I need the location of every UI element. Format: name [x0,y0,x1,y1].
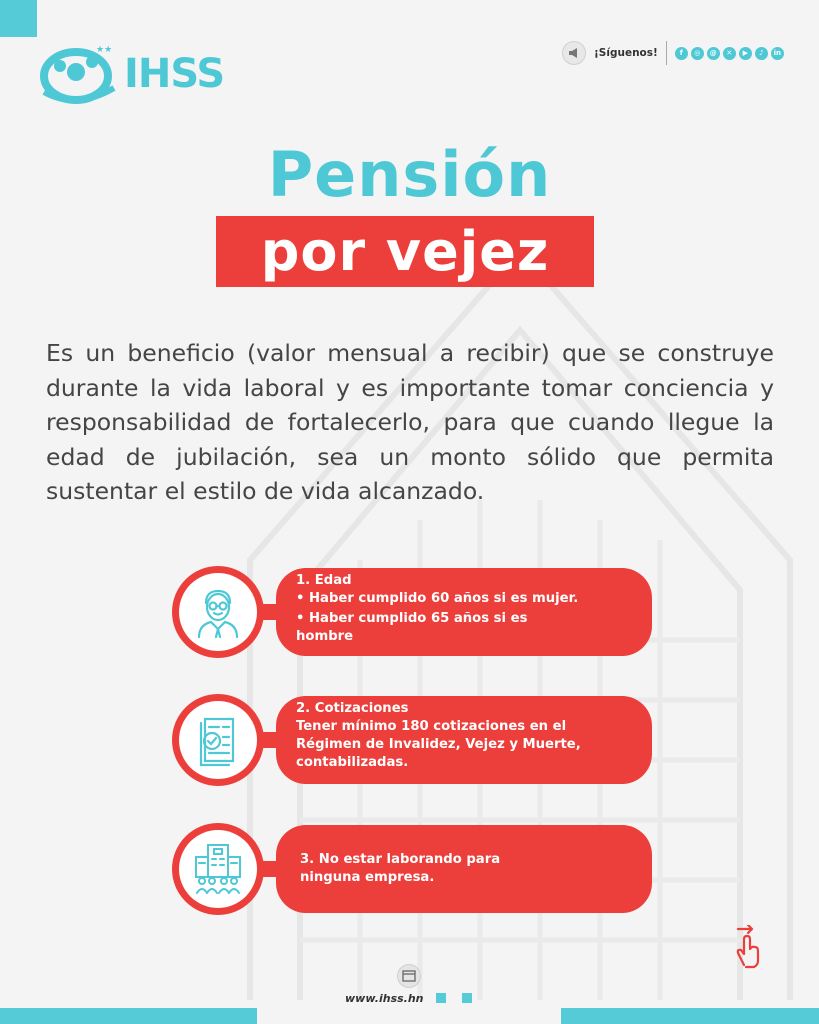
footer-square [462,993,472,1003]
footer-bar [0,1008,257,1024]
requirement-contributions [172,696,652,784]
requirement-heading: 2. Cotizaciones [296,701,409,716]
requirement-not-working [172,825,652,913]
page-subtitle: por vejez [260,219,550,283]
requirement-line: • Haber cumplido 60 años si es mujer. [296,591,579,606]
footer-bar [561,1008,819,1024]
requirement-line: Tener mínimo 180 cotizaciones en el [296,719,567,734]
social-bar [562,40,784,66]
intro-paragraph: Es un beneficio (valor mensual a recibir) que se construye durante la vida laboral y es importante tomar conciencia y responsabilidad de fortalecerlo, para que cuando llegue la edad de jubilación, sea un monto sólido que permita sustentar el estilo de vida alcanzado. [46,339,774,505]
requirement-line: contabilizadas. [296,755,409,770]
man-with-glasses-icon [191,585,245,639]
ihss-emblem-icon [38,40,118,108]
company-building-icon [190,841,246,897]
facebook-icon[interactable]: f [675,47,688,60]
ihss-logo [38,40,224,108]
swipe-hand-icon [734,925,766,969]
requirement-icon-circle [172,694,264,786]
browser-icon [397,964,421,988]
youtube-icon[interactable]: ▶ [739,47,752,60]
subtitle-banner [216,216,594,287]
checklist-document-icon [191,713,245,767]
linkedin-icon[interactable]: in [771,47,784,60]
corner-accent [0,0,37,37]
x-icon[interactable]: ✕ [723,47,736,60]
instagram-icon[interactable]: ◎ [691,47,704,60]
threads-icon[interactable]: @ [707,47,720,60]
requirement-icon-circle [172,566,264,658]
requirement-icon-circle [172,823,264,915]
megaphone-icon [562,41,586,65]
logo-text: IHSS [124,51,225,97]
requirement-line: ninguna empresa. [300,870,435,885]
requirement-line: Régimen de Invalidez, Vejez y Muerte, [296,737,581,752]
follow-label: ¡Síguenos! [594,47,658,59]
requirement-heading: 1. Edad [296,573,352,588]
requirement-line: 3. No estar laborando para [300,852,501,867]
tiktok-icon[interactable]: ♪ [755,47,768,60]
svg-text:★★: ★★ [96,45,113,55]
footer-square [436,993,446,1003]
requirement-age [172,568,652,656]
page-title: Pensión [267,138,552,211]
requirement-line: • Haber cumplido 65 años si es [296,611,528,626]
divider [666,41,667,65]
requirement-line: hombre [296,629,354,644]
website-link[interactable]: www.ihss.hn [345,992,424,1005]
